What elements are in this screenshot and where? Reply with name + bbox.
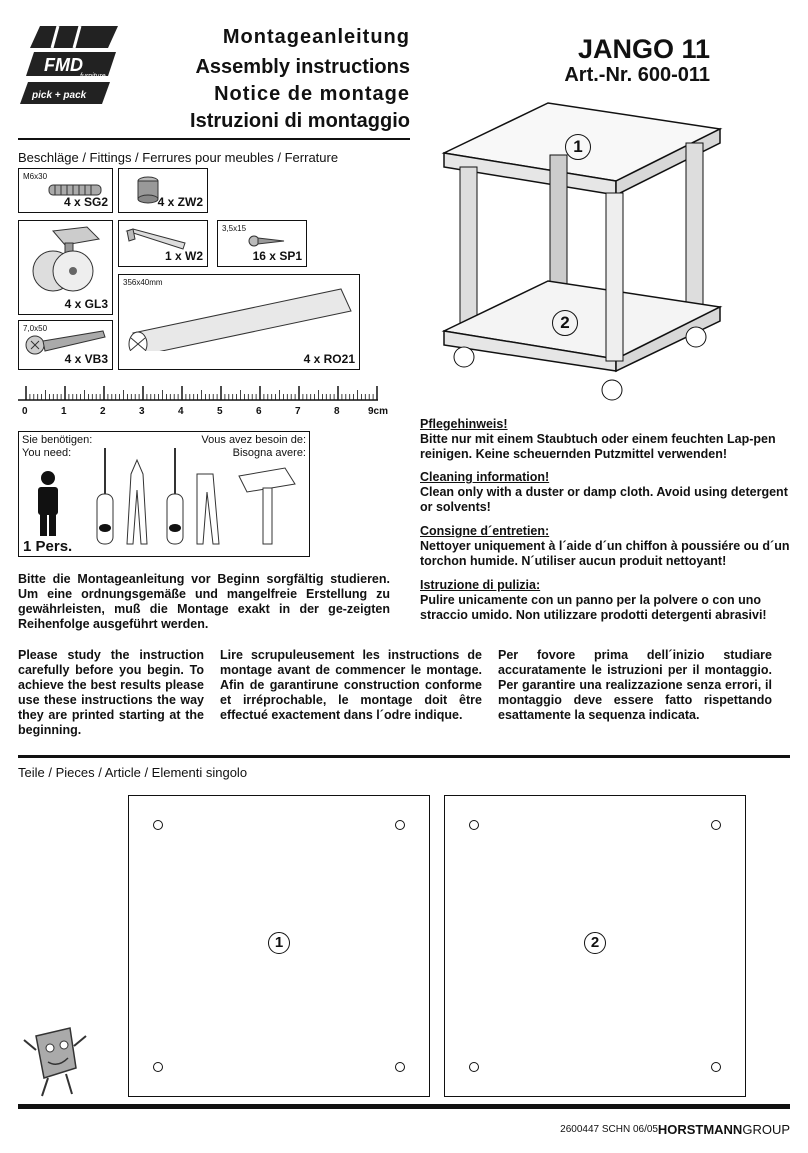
fmd-logo-graphic: [18, 18, 123, 118]
ruler-label-9: 9cm: [368, 406, 389, 417]
logo-sub-text: furniture: [80, 73, 106, 80]
diagram-label-top: 1: [565, 134, 591, 160]
screwdriver-phillips-icon: [97, 448, 113, 544]
ruler-label-1: 1: [61, 406, 67, 417]
side-cutter-icon: [197, 474, 219, 544]
parts-heading: Teile / Pieces / Article / Elementi singolo: [18, 765, 248, 780]
fitting-ro21: [118, 274, 360, 370]
panel-1-hole: [395, 1062, 405, 1072]
product-name: JANGO 11: [577, 34, 710, 64]
fitting-sp1-label: 16 x SP1: [252, 249, 302, 263]
care-fr-heading: Consigne d´entretien:: [420, 524, 550, 538]
ruler-label-7: 7: [295, 406, 301, 417]
tools-need-en: You need:: [22, 447, 72, 459]
panel-1-hole: [153, 1062, 163, 1072]
fitting-sg2-dim: M6x30: [23, 172, 48, 181]
logo-tag-text: pick + pack: [32, 90, 87, 101]
panel-1-hole: [395, 820, 405, 830]
person-icon: [33, 470, 63, 538]
fitting-w2: [118, 220, 208, 267]
care-de-text: Bitte nur mit einem Staubtuch oder einem feuchten Lap-pen reinigen. Keine scheuernden Putzmittel verwenden!: [420, 432, 776, 461]
panel-2-hole: [469, 1062, 479, 1072]
study-de: Bitte die Montageanleitung vor Beginn sorgfältig studieren. Um eine ordnungsgemäße und mangelfreie Erstellung zu gewährleisten, muß die Montage exakt in der ge-zeigten Reihenfolge ausgeführt werden.: [18, 572, 390, 631]
title-it: Istruzioni di montaggio: [190, 110, 410, 132]
title-en: Assembly instructions: [195, 56, 410, 78]
hammer-icon: [239, 468, 295, 544]
diagram-label-bottom: 2: [552, 310, 578, 336]
ruler-label-5: 5: [217, 406, 223, 417]
ruler-label-0: 0: [22, 406, 28, 417]
care-en: [420, 470, 792, 515]
tools-box: [18, 431, 310, 557]
article-number: Art.-Nr. 600-011: [564, 64, 710, 86]
study-it: Per fovore prima dell´inizio studiare accuratamente le istruzioni per il montaggio. Per garantire una realizzazione senza errori, il montaggio deve essere fatto rispettando esattamente la sequenza indicata.: [498, 648, 772, 722]
screwdriver-flat-icon: [167, 448, 183, 544]
persons-count: 1 Pers.: [23, 538, 73, 555]
fitting-sg2-label: 4 x SG2: [63, 195, 108, 209]
tools-need-fr: Vous avez besoin de:: [201, 434, 306, 446]
care-de-heading: Pflegehinweis!: [420, 417, 508, 431]
fmd-logo: [18, 18, 123, 118]
tools-need-it: Bisogna avere:: [232, 447, 306, 459]
care-en-heading: Cleaning information!: [420, 470, 550, 484]
ruler-label-4: 4: [178, 406, 184, 417]
document-code: 2600447 SCHN 06/05: [560, 1124, 658, 1135]
ruler-label-2: 2: [100, 406, 106, 417]
header-divider: [18, 138, 410, 140]
fitting-zw2: [118, 168, 208, 213]
publisher-brand-bold: HORSTMANN: [657, 1122, 743, 1137]
fittings-heading: Beschläge / Fittings / Ferrures pour meubles / Ferrature: [18, 150, 339, 165]
ruler-label-6: 6: [256, 406, 262, 417]
fitting-vb3-label: 4 x VB3: [64, 352, 108, 366]
ruler-labels: [18, 406, 398, 420]
ruler-label-3: 3: [139, 406, 145, 417]
panel-2-hole: [711, 820, 721, 830]
fitting-sp1: [217, 220, 307, 267]
part-panel-2: [444, 795, 746, 1097]
wood-screw-icon: [248, 234, 288, 248]
care-it-text: Pulire unicamente con un panno per la polvere o con uno straccio umido. Non utilizzare prodotti detergenti abrasivi!: [420, 593, 767, 622]
caster-wheel-icon: [25, 225, 105, 295]
panel-1-number: 1: [268, 932, 290, 954]
fitting-w2-label: 1 x W2: [164, 249, 203, 263]
allen-key-icon: [125, 227, 195, 251]
publisher-brand-light: GROUP: [742, 1122, 790, 1137]
panel-2-number: 2: [584, 932, 606, 954]
publisher-brand: [658, 1122, 790, 1137]
care-en-text: Clean only with a duster or damp cloth. Avoid using detergent or solvents!: [420, 485, 788, 514]
care-de: [420, 417, 792, 462]
fitting-zw2-label: 4 x ZW2: [157, 195, 203, 209]
fitting-ro21-label: 4 x RO21: [303, 352, 355, 366]
title-de: Montageanleitung: [222, 26, 410, 48]
fitting-vb3: [18, 320, 113, 370]
panel-2-hole: [711, 1062, 721, 1072]
pliers-icon: [127, 460, 147, 544]
study-en: Please study the instruction carefully before you begin. To achieve the best results please use these instructions the way they are printed starting at the beginning.: [18, 648, 204, 737]
care-fr: [420, 524, 792, 569]
fitting-sg2: [18, 168, 113, 213]
panel-2-hole: [469, 820, 479, 830]
section-divider: [18, 755, 790, 758]
connector-screw-icon: [23, 327, 109, 355]
title-fr: Notice de montage: [214, 83, 410, 105]
tube-icon: [119, 281, 361, 351]
fitting-sp1-dim: 3,5x15: [222, 224, 247, 233]
ruler-label-8: 8: [334, 406, 340, 417]
care-fr-text: Nettoyer uniquement à l´aide d´un chiffon à poussiére ou d´un torchon humide. N´utiliser aucun produit nettoyant!: [420, 539, 790, 568]
fitting-ro21-dim: 356x40mm: [123, 278, 163, 287]
fitting-gl3: [18, 220, 113, 315]
logo-brand-text: FMD: [44, 55, 83, 75]
care-it: [420, 578, 792, 623]
study-fr: Lire scrupuleusement les instructions de montage avant de commencer le montage. Afin de garantirune construction conforme et irréprochable, le montage doit être effectué exactement dans l´odre indique.: [220, 648, 482, 722]
care-it-heading: Istruzione di pulizia:: [420, 578, 541, 592]
footer-divider: [18, 1104, 790, 1109]
fitting-gl3-label: 4 x GL3: [64, 297, 108, 311]
fitting-vb3-dim: 7,0x50: [23, 324, 48, 333]
tool-set-graphic: [89, 444, 307, 554]
tools-need-de: Sie benötigen:: [22, 434, 93, 446]
part-panel-1: [128, 795, 430, 1097]
panel-1-hole: [153, 820, 163, 830]
mascot-icon: [22, 1020, 88, 1100]
